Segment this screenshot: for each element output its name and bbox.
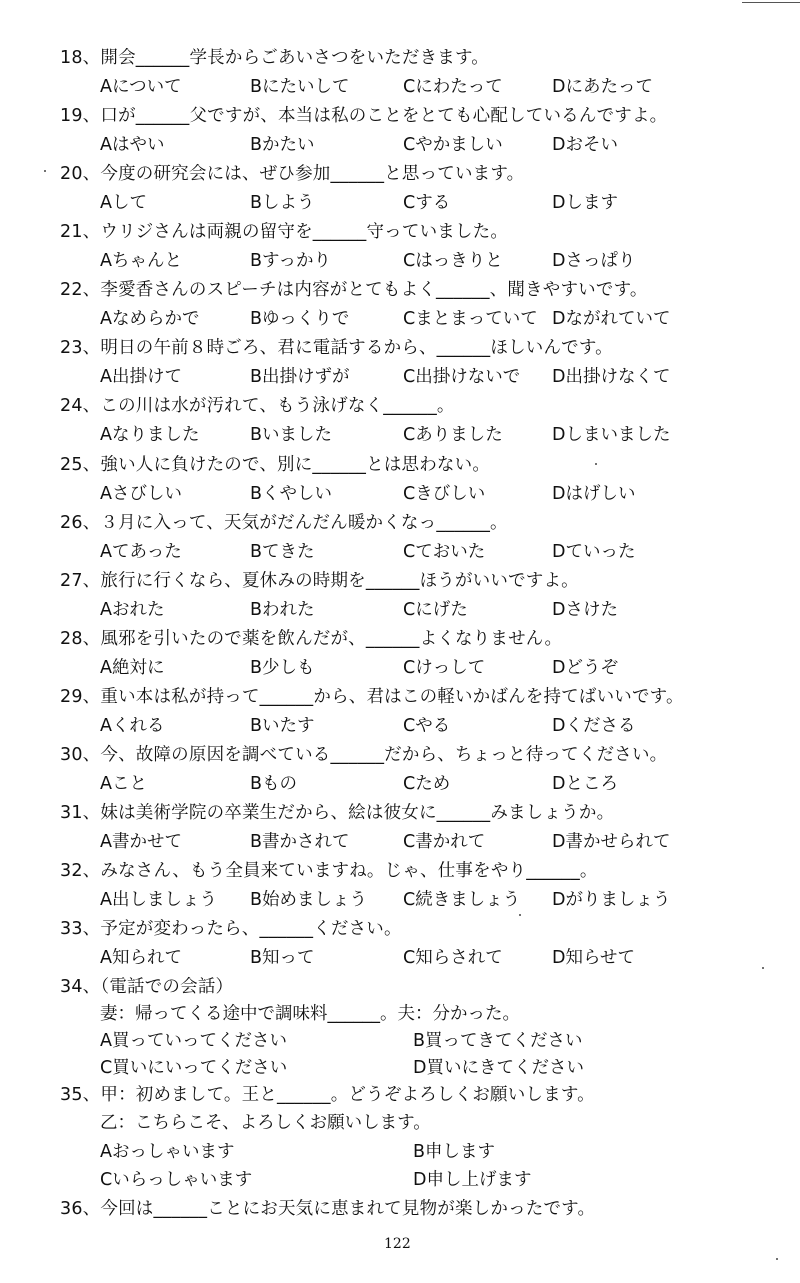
q29-option-c: Cやる xyxy=(403,716,451,736)
scan-speck xyxy=(762,967,764,969)
scan-speck xyxy=(519,914,521,916)
question-35: 35、甲：初めまして。王と______。どうぞよろしくお願いします。 xyxy=(60,1085,595,1105)
q22-option-b: Bゆっくりで xyxy=(250,309,350,329)
question-18: 18、開会______学長からごあいさつをいただきます。 xyxy=(60,48,489,68)
question-23: 23、明日の午前８時ごろ、君に電話するから、______ほしいんです。 xyxy=(60,338,613,358)
question-35-reply: 乙：こちらこそ、よろしくお願いします。 xyxy=(100,1113,431,1133)
question-25: 25、強い人に負けたので、別に______とは思わない。 xyxy=(60,455,491,475)
q29-option-d: Dくださる xyxy=(552,716,636,736)
q24-option-d: Dしまいました xyxy=(552,425,671,445)
scan-edge-line xyxy=(742,2,800,3)
question-26: 26、３月に入って、天気がだんだん暖かくなっ______。 xyxy=(60,513,508,533)
q21-option-a: Aちゃんと xyxy=(100,251,182,271)
question-24: 24、この川は水が汚れて、もう泳げなく______。 xyxy=(60,396,455,416)
q24-option-c: Cありました xyxy=(403,425,503,445)
question-30: 30、今、故障の原因を調べている______だから、ちょっと待ってください。 xyxy=(60,745,668,765)
q35-option-a: Aおっしゃいます xyxy=(100,1142,235,1162)
q26-option-d: Dていった xyxy=(552,542,636,562)
q35-option-b: B申します xyxy=(413,1142,496,1162)
q18-option-a: Aについて xyxy=(100,77,182,97)
question-28: 28、風邪を引いたので薬を飲んだが、______よくなりません。 xyxy=(60,629,563,649)
q20-option-b: Bしよう xyxy=(250,193,315,213)
q26-option-c: Cておいた xyxy=(403,542,486,562)
q23-option-c: C出掛けないで xyxy=(403,367,521,387)
q28-option-b: B少しも xyxy=(250,658,315,678)
q19-option-d: Dおそい xyxy=(552,135,618,155)
q34-option-b: B買ってきてください xyxy=(413,1031,583,1051)
q29-option-b: Bいたす xyxy=(250,716,315,736)
q28-option-a: A絶対に xyxy=(100,658,165,678)
q19-option-a: Aはやい xyxy=(100,135,165,155)
q24-option-a: Aなりました xyxy=(100,425,200,445)
q21-option-b: Bすっかり xyxy=(250,251,331,271)
q27-option-d: Dさけた xyxy=(552,600,618,620)
q32-option-c: C続きましょう xyxy=(403,890,521,910)
scan-speck xyxy=(595,463,597,465)
question-29: 29、重い本は私が持って______から、君はこの軽いかばんを持てばいいです。 xyxy=(60,687,684,707)
q18-option-b: Bにたいして xyxy=(250,77,350,97)
q25-option-a: Aさびしい xyxy=(100,484,182,504)
q20-option-c: Cする xyxy=(403,193,451,213)
q27-option-a: Aおれた xyxy=(100,600,165,620)
question-21: 21、ウリジさんは両親の留守を______守っていました。 xyxy=(60,222,509,242)
q27-option-c: Cにげた xyxy=(403,600,468,620)
q18-option-d: Dにあたって xyxy=(552,77,653,97)
question-32: 32、みなさん、もう全員来ていますね。じゃ、仕事をやり______。 xyxy=(60,861,598,881)
q33-option-b: B知って xyxy=(250,948,315,968)
q24-option-b: Bいました xyxy=(250,425,333,445)
q32-option-d: Dがりましょう xyxy=(552,890,671,910)
scan-speck xyxy=(44,170,46,172)
q30-option-a: Aこと xyxy=(100,774,147,794)
q30-option-c: Cため xyxy=(403,774,451,794)
q29-option-a: Aくれる xyxy=(100,716,165,736)
page-number: 122 xyxy=(384,1236,411,1252)
q31-option-d: D書かせられて xyxy=(552,832,671,852)
q31-option-c: C書かれて xyxy=(403,832,486,852)
q28-option-c: Cけっして xyxy=(403,658,486,678)
q33-option-d: D知らせて xyxy=(552,948,635,968)
q26-option-a: Aてあった xyxy=(100,542,182,562)
q35-option-c: Cいらっしゃいます xyxy=(100,1170,253,1190)
question-36: 36、今回は______ことにお天気に恵まれて見物が楽しかったです。 xyxy=(60,1199,596,1219)
q32-option-b: B始めましょう xyxy=(250,890,368,910)
q32-option-a: A出しましょう xyxy=(100,890,217,910)
q25-option-d: Dはげしい xyxy=(552,484,636,504)
question-31: 31、妹は美術学院の卒業生だから、絵は彼女に______みましょうか。 xyxy=(60,803,615,823)
q23-option-a: A出掛けて xyxy=(100,367,182,387)
q23-option-d: D出掛けなくて xyxy=(552,367,671,387)
q21-option-c: Cはっきりと xyxy=(403,251,503,271)
q25-option-c: Cきびしい xyxy=(403,484,486,504)
question-19: 19、口が______父ですが、本当は私のことをとても心配しているんですよ。 xyxy=(60,106,668,126)
q34-option-d: D買いにきてください xyxy=(413,1058,584,1078)
q22-option-c: Cまとまっていて xyxy=(403,309,538,329)
q19-option-b: Bかたい xyxy=(250,135,315,155)
q33-option-c: C知らされて xyxy=(403,948,503,968)
q23-option-b: B出掛けずが xyxy=(250,367,350,387)
q20-option-a: Aして xyxy=(100,193,147,213)
scan-speck xyxy=(776,1258,778,1260)
q30-option-d: Dところ xyxy=(552,774,618,794)
question-33: 33、予定が変わったら、______ください。 xyxy=(60,919,402,939)
q22-option-d: Dながれていて xyxy=(552,309,671,329)
q22-option-a: Aなめらかで xyxy=(100,309,200,329)
question-20: 20、今度の研究会には、ぜひ参加______と思っています。 xyxy=(60,164,525,184)
question-34-title: 34、（電話での会話） xyxy=(60,977,234,997)
question-22: 22、李愛香さんのスピーチは内容がとてもよく______、聞きやすいです。 xyxy=(60,280,648,300)
q19-option-c: Cやかましい xyxy=(403,135,503,155)
q26-option-b: Bてきた xyxy=(250,542,315,562)
q34-option-c: C買いにいってください xyxy=(100,1058,288,1078)
q18-option-c: Cにわたって xyxy=(403,77,503,97)
q30-option-b: Bもの xyxy=(250,774,298,794)
question-27: 27、旅行に行くなら、夏休みの時期を______ほうがいいですよ。 xyxy=(60,571,579,591)
q27-option-b: Bわれた xyxy=(250,600,315,620)
q31-option-b: B書かされて xyxy=(250,832,350,852)
q35-option-d: D申し上げます xyxy=(413,1170,532,1190)
q28-option-d: Dどうぞ xyxy=(552,658,618,678)
q33-option-a: A知られて xyxy=(100,948,182,968)
question-34-dialogue: 妻：帰ってくる途中で調味料______。夫：分かった。 xyxy=(100,1004,520,1024)
q31-option-a: A書かせて xyxy=(100,832,182,852)
q34-option-a: A買っていってください xyxy=(100,1031,287,1051)
q20-option-d: Dします xyxy=(552,193,618,213)
q25-option-b: Bくやしい xyxy=(250,484,333,504)
q21-option-d: Dさっぱり xyxy=(552,251,636,271)
